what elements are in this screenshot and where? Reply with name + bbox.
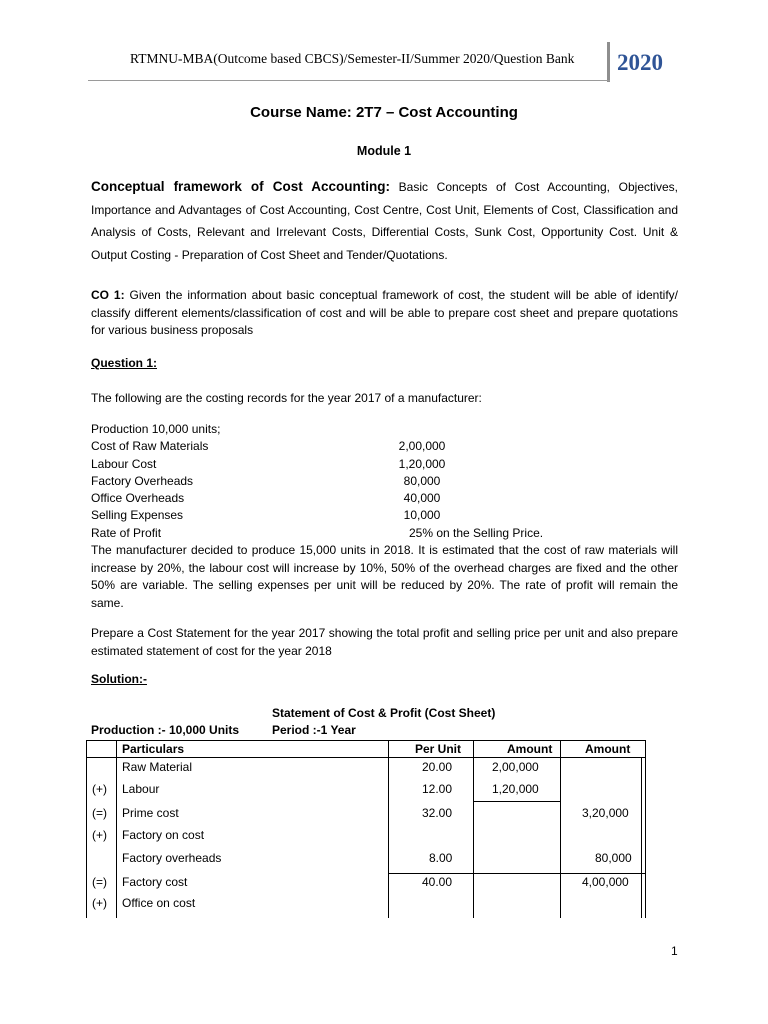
row-sign: (+) [92, 828, 107, 842]
record-label: Office Overheads [91, 491, 185, 506]
table-border [473, 740, 474, 918]
row-particular: Raw Material [122, 760, 193, 774]
record-label: Selling Expenses [91, 508, 184, 523]
period-label: Period :-1 Year [272, 723, 356, 737]
row-per-unit: 8.00 [429, 851, 453, 865]
row-particular: Factory cost [122, 875, 188, 889]
table-border [473, 801, 561, 802]
table-border [641, 757, 642, 918]
header-divider [607, 42, 610, 82]
question-heading: Question 1: [91, 356, 158, 370]
header-amount: Amount [585, 742, 631, 756]
row-per-unit: 12.00 [422, 782, 453, 796]
row-per-unit: 40.00 [422, 875, 453, 889]
row-particular: Prime cost [122, 806, 179, 820]
record-value: 10,000 [403, 508, 441, 523]
question-prepare: Prepare a Cost Statement for the year 2017 showing the total profit and selling price per unit and also prepare estimated statement of cost for the year 2018 [91, 626, 678, 658]
header-per-unit: Per Unit [415, 742, 462, 756]
module-title: Module 1 [356, 144, 412, 158]
co-body: Given the information about basic conceptual framework of cost, the student will be able of identify/ classify different elements/classification of cost and will be able to prepare cost sheet and prepare quotations for various business proposals [91, 288, 678, 337]
table-border [645, 740, 646, 918]
record-label: Rate of Profit [91, 525, 162, 540]
row-amount1: 1,20,000 [492, 782, 539, 796]
row-amount2: 4,00,000 [582, 875, 629, 889]
topic-paragraph [91, 176, 678, 266]
row-sign: (=) [92, 875, 107, 889]
header-amount: Amount [507, 742, 553, 756]
page-number: 1 [671, 944, 678, 958]
record-label: Cost of Raw Materials [91, 439, 209, 454]
record-value: 1,20,000 [398, 456, 446, 471]
record-value: 80,000 [403, 473, 441, 488]
record-label: Factory Overheads [91, 473, 194, 488]
row-per-unit: 32.00 [422, 806, 453, 820]
course-title: Course Name: 2T7 – Cost Accounting [250, 104, 518, 121]
topic-lead: Conceptual framework of Cost Accounting: [91, 179, 391, 194]
row-sign: (=) [92, 806, 107, 820]
table-border [86, 740, 646, 741]
table-border [388, 740, 389, 918]
header-rule [88, 80, 610, 81]
production-label: Production :- 10,000 Units [91, 723, 240, 737]
table-border [560, 740, 561, 918]
running-header: RTMNU-MBA(Outcome based CBCS)/Semester-II/Summer 2020/Question Bank [130, 51, 575, 66]
row-amount2: 80,000 [595, 851, 632, 865]
topic-body: Basic Concepts of Cost Accounting, Objectives, Importance and Advantages of Cost Accounting, Cost Centre, Cost Unit, Elements of Cost, Classification and Analysis of Costs, Relevant and Irrelevant Costs, Differential Costs, Sunk Cost, Opportunity Cost. Unit & Output Costing - Preparation of Cost Sheet and Tender/Quotations. [91, 180, 679, 262]
solution-heading: Solution:- [91, 672, 147, 686]
table-border [116, 740, 117, 918]
record-value: 2,00,000 [398, 439, 446, 454]
row-per-unit: 20.00 [422, 760, 453, 774]
co-lead: CO 1: [91, 288, 125, 302]
row-amount1: 2,00,000 [492, 760, 539, 774]
header-particulars: Particulars [122, 742, 185, 756]
record-label: Labour Cost [91, 456, 157, 471]
question-intro: The following are the costing records for the year 2017 of a manufacturer: [91, 391, 482, 405]
row-particular: Factory overheads [122, 851, 222, 865]
row-sign: (+) [92, 782, 107, 796]
row-particular: Labour [122, 782, 160, 796]
table-border [86, 740, 87, 918]
record-value: 40,000 [403, 491, 441, 506]
row-amount2: 3,20,000 [582, 806, 629, 820]
table-border [86, 757, 646, 758]
row-particular: Factory on cost [122, 828, 205, 842]
record-label: Production 10,000 units; [91, 422, 221, 436]
table-border [388, 873, 646, 874]
header-year: 2020 [617, 50, 663, 75]
row-particular: Office on cost [122, 896, 196, 910]
statement-title: Statement of Cost & Profit (Cost Sheet) [272, 706, 496, 720]
course-outcome-paragraph [91, 287, 678, 340]
row-sign: (+) [92, 896, 107, 910]
record-value: 25% on the Selling Price. [409, 525, 544, 540]
question-narrative: The manufacturer decided to produce 15,000 units in 2018. It is estimated that the cost of raw materials will increase by 20%, the labour cost will increase by 10%, 50% of the overhead charges are fixed and the other 50% are variable. The selling expenses per unit will be reduced by 20%. The rate of profit will remain the same. [91, 543, 678, 610]
